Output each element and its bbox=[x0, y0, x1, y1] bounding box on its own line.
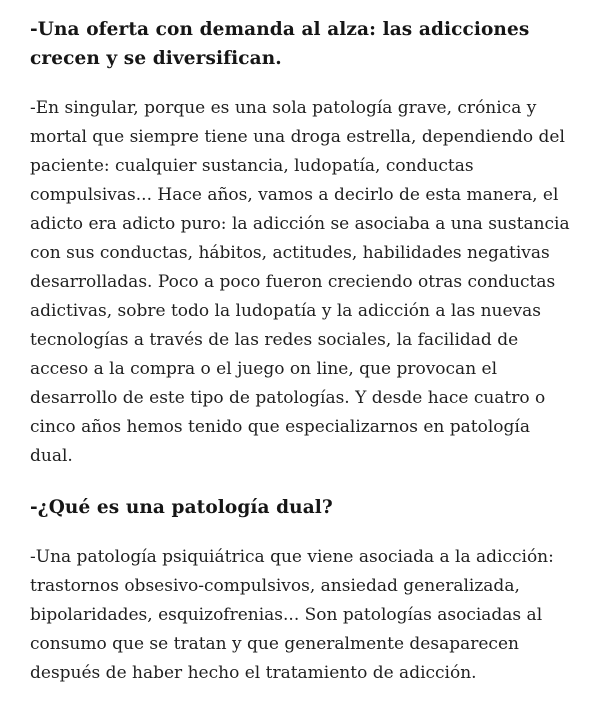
interview-answer-2: -Una patología psiquiátrica que viene asociada a la adicción: trastornos obsesivo-compulsivos, ansiedad generalizada, bipolaridades, esquizofrenias... Son patologías asociadas al consumo que se tratan y que generalmente desaparecen después de haber hecho el tratamiento de adicción. bbox=[30, 547, 554, 683]
interview-answer-1: -En singular, porque es una sola patología grave, crónica y mortal que siempre tiene una droga estrella, dependiendo del paciente: cualquier sustancia, ludopatía, conductas compulsivas... Hace años, vamos a decirlo de esta manera, el adicto era adicto puro: la adicción se asociaba a una sustancia con sus conductas, hábitos, actitudes, habilidades negativas desarrolladas. Poco a poco fueron creciendo otras conductas adictivas, sobre todo la ludopatía y la adicción a las nuevas tecnologías a través de las redes sociales, la facilidad de acceso a la compra o el juego on line, que provocan el desarrollo de este tipo de patologías. Y desde hace cuatro o cinco años hemos tenido que especializarnos en patología dual. bbox=[30, 98, 570, 466]
interview-question-1: -Una oferta con demanda al alza: las adicciones crecen y se diversifican. bbox=[30, 19, 530, 69]
interview-question-2: -¿Qué es una patología dual? bbox=[30, 497, 333, 518]
